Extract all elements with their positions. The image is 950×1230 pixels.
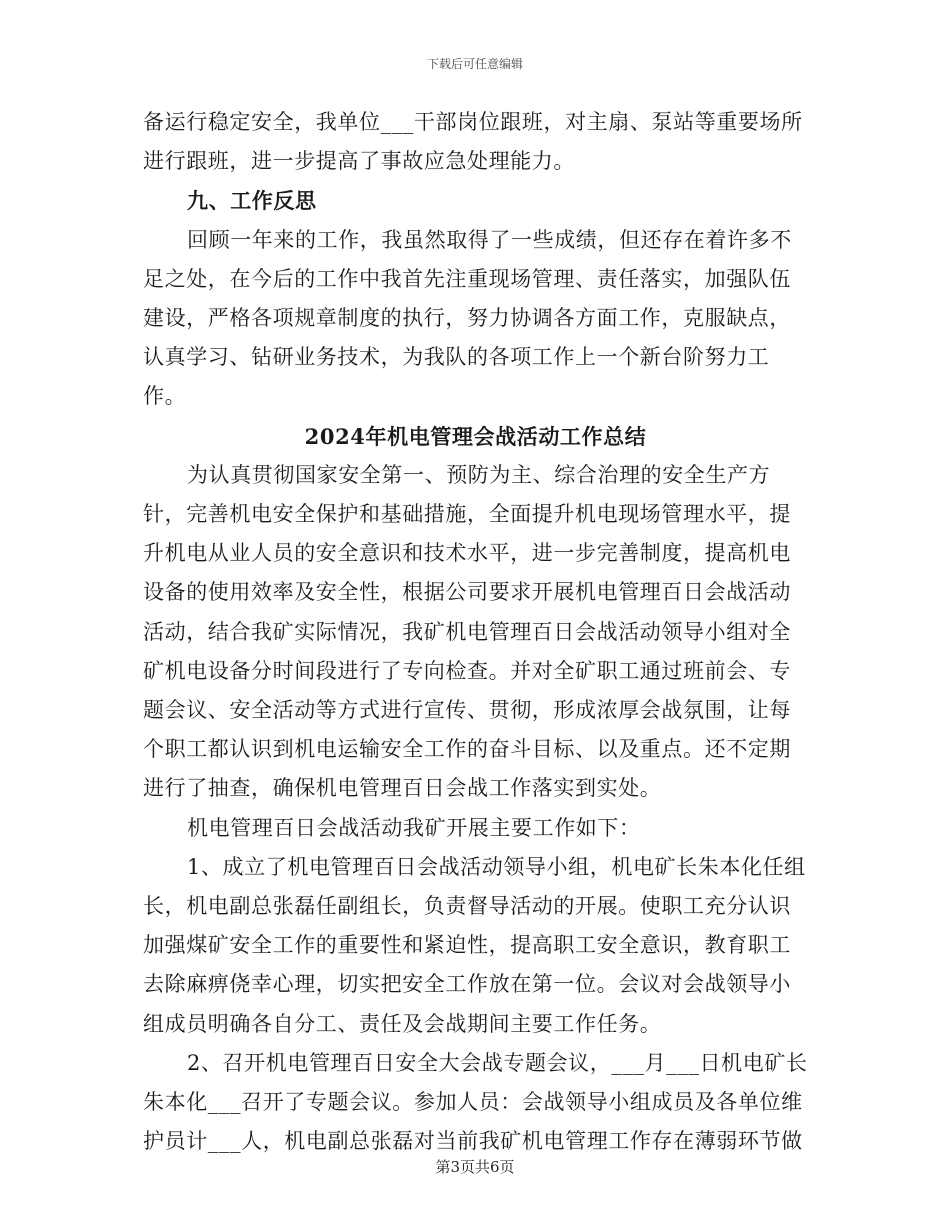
paragraph-item-2: 2、召开机电管理百日安全大会战专题会议，___月___日机电矿长朱本化___召开了专题会议。参加人员：会战领导小组成员及各单位维护员计___人，机电副总张磊对当前我矿机电管理工作存在薄弱环节做: [143, 1050, 808, 1154]
page-header: 下载后可任意编辑: [426, 57, 523, 71]
paragraph-reflection: 回顾一年来的工作，我虽然取得了一些成绩，但还存在着许多不足之处，在今后的工作中我首先注重现场管理、责任落实，加强队伍建设，严格各项规章制度的执行，努力协调各方面工作，克服缺点，认真学习、钻研业务技术，为我队的各项工作上一个新台阶努力工作。: [143, 227, 792, 409]
document-body: [143, 103, 808, 1161]
paragraph-intro: 为认真贯彻国家安全第一、预防为主、综合治理的安全生产方针，完善机电安全保护和基础措施，全面提升机电现场管理水平，提升机电从业人员的安全意识和技术水平，进一步完善制度，提高机电设备的使用效率及安全性，根据公司要求开展机电管理百日会战活动活动，结合我矿实际情况，我矿机电管理百日会战活动领导小组对全矿机电设备分时间段进行了专向检查。并对全矿职工通过班前会、专题会议、安全活动等方式进行宣传、贯彻，形成浓厚会战氛围，让每个职工都认识到机电运输安全工作的奋斗目标、以及重点。还不定期进行了抽查，确保机电管理百日会战工作落实到实处。: [143, 462, 791, 801]
paragraph-work-list-intro: 机电管理百日会战活动我矿开展主要工作如下：: [187, 815, 641, 840]
document-title: 2024年机电管理会战活动工作总结: [304, 423, 647, 449]
paragraph-item-1: 1、成立了机电管理百日会战活动领导小组，机电矿长朱本化任组长，机电副总张磊任副组长，负责督导活动的开展。使职工充分认识加强煤矿安全工作的重要性和紧迫性，提高职工安全意识，教育职工去除麻痹侥幸心理，切实把安全工作放在第一位。会议对会战领导小组成员明确各自分工、责任及会战期间主要工作任务。: [143, 854, 806, 1036]
paragraph-continuation: 备运行稳定安全，我单位___干部岗位跟班，对主扇、泵站等重要场所进行跟班，进一步提高了事故应急处理能力。: [143, 110, 803, 174]
page-footer: 第3页共6页: [435, 1158, 515, 1176]
section-heading-reflection: 九、工作反思: [187, 188, 317, 214]
